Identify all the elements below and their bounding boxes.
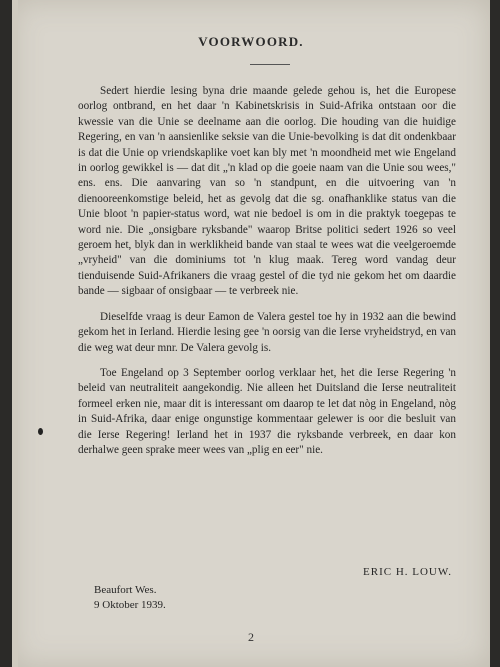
- title-divider: [250, 64, 290, 65]
- date-text: 9 Oktober 1939.: [94, 599, 166, 611]
- document-body: [78, 84, 456, 468]
- author-signature: ERIC H. LOUW.: [363, 566, 452, 578]
- document-page: [12, 0, 490, 667]
- paragraph-3: Toe Engeland op 3 September oorlog verklaar het, het die Ierse Regering 'n beleid van neutraliteit aangekondig. Nie alleen het Duitsland die Ierse neutraliteit formeel erken nie, maar dit is interessant om daarop te let dat nòg in Engeland, nòg in Suid-Afrika, daar enige ongunstige kommentaar gelewer is oor die besluit van die Ierse Regering! Ierland het in 1937 die ryksbande verbreek, en daar kon derhalwe geen sprake meer wees van „plig en eer" nie.: [78, 366, 456, 456]
- paragraph-2: Dieselfde vraag is deur Eamon de Valera gestel toe hy in 1932 aan die bewind gekom het in Ierland. Hierdie lesing gee 'n oorsig van die Ierse vryheidstryd, en van die weg wat deur mnr. De Valera gevolg is.: [78, 310, 456, 354]
- ink-spot: [38, 428, 43, 435]
- page-number: 2: [248, 630, 254, 644]
- page-title: VOORWOORD.: [198, 34, 304, 49]
- place-and-date: [94, 583, 166, 613]
- place-text: Beaufort Wes.: [94, 584, 157, 596]
- paragraph-1: Sedert hierdie lesing byna drie maande gelede gehou is, het die Europese oorlog ontbrand, en het daar 'n Kabinetskrisis in Suid-Afrika ontstaan oor die kwessie van die Unie se deelname aan die oorlog. Die houding van die huidige Regering, en van 'n aansienlike seksie van die Unie-bevolking is dat dit ondenkbaar is dat die Unie op vriendskaplike voet kan bly met 'n moondheid met wie Engeland in oorlog gewikkel is — dat dit „'n klad op die goeie naam van die Unie sou wees," ens. ens. Die aanvaring van so 'n standpunt, en die uitvoering van 'n dienooreenkomstige beleid, het as gevolg dat die sg. onafhanklike status van die Unie bloot 'n papier-status word, wat nie bedoel is om in die praktyk toegepas te word nie. Die „onsigbare ryksbande" waarop Britse politici sedert 1926 so veel geroem het, blyk dan in werklikheid bande van staal te wees wat die veelgeroemde „vryheid" van die dominiums tot 'n klug maak. Tereg word vandag deur tienduisende Suid-Afrikaners die vraag gestel of die tyd nie gekom het om daardie bande — sigbaar of onsigbaar — te verbreek nie.: [78, 85, 456, 298]
